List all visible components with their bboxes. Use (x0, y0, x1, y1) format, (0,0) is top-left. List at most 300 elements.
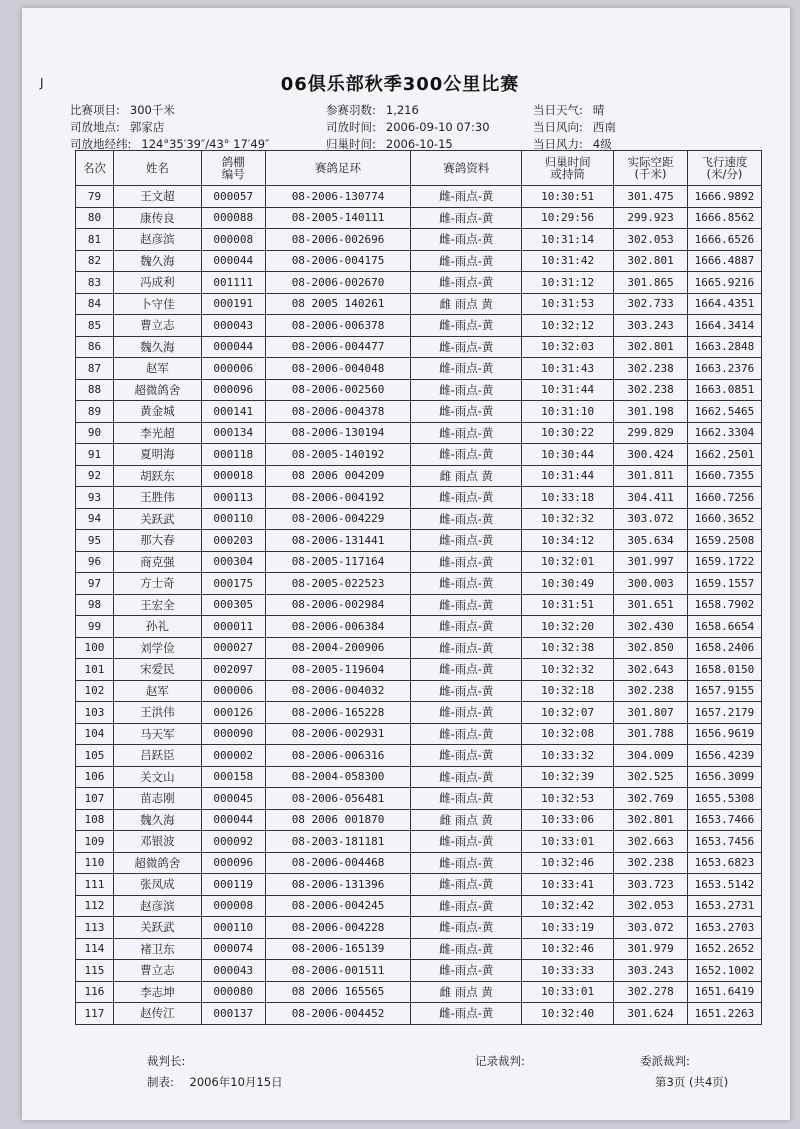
speed-cell: 1664.4351 (687, 293, 761, 315)
return-time-cell: 10:30:22 (522, 422, 614, 444)
ring-cell: 08-2004-200906 (265, 637, 411, 659)
table-row (76, 508, 762, 530)
table-row (76, 723, 762, 745)
rank-cell: 99 (76, 616, 114, 638)
distance-cell: 301.788 (614, 723, 688, 745)
loft-no-cell: 000008 (201, 895, 265, 917)
rank-cell: 83 (76, 272, 114, 294)
speed-cell: 1656.4239 (687, 745, 761, 767)
name-cell: 赵彦滨 (113, 895, 201, 917)
release-place-row (70, 119, 164, 135)
coords-label: 司放地经纬: (70, 137, 132, 151)
rank-cell: 101 (76, 659, 114, 681)
distance-cell: 302.238 (614, 852, 688, 874)
distance-cell: 304.009 (614, 745, 688, 767)
entries-row (326, 102, 419, 118)
rank-cell: 94 (76, 508, 114, 530)
loft-no-cell: 000043 (201, 960, 265, 982)
return-time-cell: 10:33:32 (522, 745, 614, 767)
ring-cell: 08-2006-004228 (265, 917, 411, 939)
distance-cell: 303.243 (614, 960, 688, 982)
distance-cell: 302.663 (614, 831, 688, 853)
ring-cell: 08-2006-006316 (265, 745, 411, 767)
pigeon-info-cell: 雌-雨点-黄 (411, 573, 522, 595)
weather-label: 当日天气: (533, 103, 583, 117)
name-cell: 胡跃东 (113, 465, 201, 487)
name-cell: 刘学俭 (113, 637, 201, 659)
return-time-cell: 10:33:41 (522, 874, 614, 896)
speed-cell: 1652.1002 (687, 960, 761, 982)
rank-cell: 80 (76, 207, 114, 229)
distance-cell: 301.979 (614, 938, 688, 960)
pigeon-info-cell: 雌 雨点 黄 (411, 293, 522, 315)
name-cell: 魏久海 (113, 250, 201, 272)
pigeon-info-cell: 雌-雨点-黄 (411, 616, 522, 638)
name-cell: 关文山 (113, 766, 201, 788)
loft-no-cell: 000119 (201, 874, 265, 896)
rank-cell: 79 (76, 186, 114, 208)
pigeon-info-cell: 雌-雨点-黄 (411, 723, 522, 745)
name-cell: 关跃武 (113, 917, 201, 939)
rank-cell: 106 (76, 766, 114, 788)
speed-cell: 1653.7456 (687, 831, 761, 853)
return-time-cell: 10:32:07 (522, 702, 614, 724)
pigeon-info-cell: 雌-雨点-黄 (411, 250, 522, 272)
pigeon-info-cell: 雌-雨点-黄 (411, 358, 522, 380)
weather-value: 晴 (592, 103, 605, 117)
name-cell: 王文超 (113, 186, 201, 208)
ring-cell: 08-2006-004378 (265, 401, 411, 423)
distance-cell: 302.053 (614, 895, 688, 917)
speed-cell: 1651.2263 (687, 1003, 761, 1025)
return-time-cell: 10:32:20 (522, 616, 614, 638)
distance-cell: 303.243 (614, 315, 688, 337)
name-cell: 王宏全 (113, 594, 201, 616)
pigeon-info-cell: 雌-雨点-黄 (411, 229, 522, 251)
pigeon-info-cell: 雌-雨点-黄 (411, 379, 522, 401)
return-time-cell: 10:32:18 (522, 680, 614, 702)
distance-cell: 302.278 (614, 981, 688, 1003)
rank-cell: 93 (76, 487, 114, 509)
ring-cell: 08-2006-004477 (265, 336, 411, 358)
header-rank: 名次 (76, 151, 114, 186)
loft-no-cell: 000018 (201, 465, 265, 487)
return-time-cell: 10:32:38 (522, 637, 614, 659)
loft-no-cell: 000090 (201, 723, 265, 745)
ring-cell: 08-2006-056481 (265, 788, 411, 810)
pigeon-info-cell: 雌-雨点-黄 (411, 680, 522, 702)
distance-cell: 303.072 (614, 508, 688, 530)
rank-cell: 104 (76, 723, 114, 745)
name-cell: 李光超 (113, 422, 201, 444)
pigeon-info-cell: 雌-雨点-黄 (411, 1003, 522, 1025)
pigeon-info-cell: 雌-雨点-黄 (411, 422, 522, 444)
name-cell: 褚卫东 (113, 938, 201, 960)
speed-cell: 1658.7902 (687, 594, 761, 616)
table-row (76, 422, 762, 444)
pigeon-info-cell: 雌 雨点 黄 (411, 809, 522, 831)
pigeon-info-cell: 雌-雨点-黄 (411, 766, 522, 788)
loft-no-cell: 000043 (201, 315, 265, 337)
return-time-cell: 10:33:18 (522, 487, 614, 509)
race-item-value: 300千米 (129, 103, 175, 117)
name-cell: 超微鸽舍 (113, 852, 201, 874)
table-row (76, 659, 762, 681)
table-row (76, 379, 762, 401)
loft-no-cell: 000011 (201, 616, 265, 638)
pigeon-info-cell: 雌-雨点-黄 (411, 551, 522, 573)
return-time-cell: 10:31:43 (522, 358, 614, 380)
ring-cell: 08-2006-165228 (265, 702, 411, 724)
speed-cell: 1659.1722 (687, 551, 761, 573)
ring-cell: 08-2006-004048 (265, 358, 411, 380)
return-time-cell: 10:31:53 (522, 293, 614, 315)
distance-cell: 302.053 (614, 229, 688, 251)
wind-dir-row (533, 119, 616, 135)
speed-cell: 1666.4887 (687, 250, 761, 272)
release-time-row (326, 119, 490, 135)
rank-cell: 117 (76, 1003, 114, 1025)
loft-no-cell: 000008 (201, 229, 265, 251)
name-cell: 邓银波 (113, 831, 201, 853)
speed-cell: 1658.6654 (687, 616, 761, 638)
rank-cell: 107 (76, 788, 114, 810)
release-place-label: 司放地点: (70, 120, 120, 134)
name-cell: 马天军 (113, 723, 201, 745)
loft-no-cell: 000044 (201, 250, 265, 272)
table-row (76, 186, 762, 208)
table-row (76, 336, 762, 358)
return-time-label: 归巢时间: (326, 137, 376, 151)
loft-no-cell: 000057 (201, 186, 265, 208)
loft-no-cell: 002097 (201, 659, 265, 681)
rank-cell: 96 (76, 551, 114, 573)
rank-cell: 95 (76, 530, 114, 552)
distance-cell: 304.411 (614, 487, 688, 509)
ring-cell: 08-2006-001511 (265, 960, 411, 982)
distance-cell: 302.801 (614, 250, 688, 272)
speed-cell: 1653.6823 (687, 852, 761, 874)
distance-cell: 302.525 (614, 766, 688, 788)
speed-cell: 1663.2376 (687, 358, 761, 380)
pigeon-info-cell: 雌-雨点-黄 (411, 336, 522, 358)
ring-cell: 08-2006-004468 (265, 852, 411, 874)
table-row (76, 573, 762, 595)
table-row (76, 530, 762, 552)
table-row (76, 250, 762, 272)
return-time-cell: 10:31:44 (522, 465, 614, 487)
ring-cell: 08-2006-004229 (265, 508, 411, 530)
ring-cell: 08-2006-004175 (265, 250, 411, 272)
ring-cell: 08-2005-117164 (265, 551, 411, 573)
return-time-cell: 10:32:03 (522, 336, 614, 358)
table-row (76, 229, 762, 251)
ring-cell: 08-2005-140111 (265, 207, 411, 229)
rank-cell: 108 (76, 809, 114, 831)
pigeon-info-cell: 雌-雨点-黄 (411, 659, 522, 681)
rank-cell: 110 (76, 852, 114, 874)
table-row (76, 207, 762, 229)
name-cell: 赵军 (113, 358, 201, 380)
return-time-cell: 10:30:44 (522, 444, 614, 466)
ring-cell: 08-2005-119604 (265, 659, 411, 681)
return-time-cell: 10:32:08 (522, 723, 614, 745)
header-ring: 赛鸽足环 (265, 151, 411, 186)
return-time-cell: 10:32:53 (522, 788, 614, 810)
results-table (75, 150, 762, 1025)
speed-cell: 1664.3414 (687, 315, 761, 337)
table-row (76, 465, 762, 487)
header-speed: 飞行速度 (米/分) (687, 151, 761, 186)
table-row (76, 680, 762, 702)
name-cell: 孙礼 (113, 616, 201, 638)
rank-cell: 98 (76, 594, 114, 616)
rank-cell: 103 (76, 702, 114, 724)
name-cell: 夏明海 (113, 444, 201, 466)
ring-cell: 08-2006-130774 (265, 186, 411, 208)
rank-cell: 81 (76, 229, 114, 251)
loft-no-cell: 000305 (201, 594, 265, 616)
rank-cell: 102 (76, 680, 114, 702)
header-return-time: 归巢时间 或持筒 (522, 151, 614, 186)
coords-value: 124°35′39″/43° 17′49″ (141, 137, 270, 151)
ring-cell: 08-2006-130194 (265, 422, 411, 444)
loft-no-cell: 000006 (201, 680, 265, 702)
loft-no-cell: 000044 (201, 809, 265, 831)
pigeon-info-cell: 雌-雨点-黄 (411, 938, 522, 960)
pigeon-info-cell: 雌-雨点-黄 (411, 594, 522, 616)
distance-cell: 302.238 (614, 358, 688, 380)
pigeon-info-cell: 雌-雨点-黄 (411, 874, 522, 896)
rank-cell: 113 (76, 917, 114, 939)
return-time-cell: 10:31:10 (522, 401, 614, 423)
return-time-cell: 10:32:12 (522, 315, 614, 337)
loft-no-cell: 000158 (201, 766, 265, 788)
loft-no-cell: 000074 (201, 938, 265, 960)
pigeon-info-cell: 雌-雨点-黄 (411, 401, 522, 423)
pigeon-info-cell: 雌-雨点-黄 (411, 272, 522, 294)
pigeon-info-cell: 雌-雨点-黄 (411, 207, 522, 229)
loft-no-cell: 000110 (201, 917, 265, 939)
ring-cell: 08-2006-002670 (265, 272, 411, 294)
ring-cell: 08 2006 165565 (265, 981, 411, 1003)
race-item-row (70, 102, 175, 118)
page-number: 第3页 (共4页) (655, 1075, 729, 1089)
distance-cell: 301.997 (614, 551, 688, 573)
recorder-label: 记录裁判: (475, 1054, 525, 1068)
pigeon-info-cell: 雌-雨点-黄 (411, 508, 522, 530)
pigeon-info-cell: 雌-雨点-黄 (411, 788, 522, 810)
loft-no-cell: 000304 (201, 551, 265, 573)
loft-no-cell: 000002 (201, 745, 265, 767)
header-distance: 实际空距 (千米) (614, 151, 688, 186)
loft-no-cell: 000175 (201, 573, 265, 595)
weather-row (533, 102, 604, 118)
release-time-value: 2006-09-10 07:30 (385, 120, 490, 134)
speed-cell: 1653.2703 (687, 917, 761, 939)
speed-cell: 1666.8562 (687, 207, 761, 229)
release-place-value: 郭家店 (129, 120, 165, 134)
table-row (76, 637, 762, 659)
loft-no-cell: 000092 (201, 831, 265, 853)
loft-no-cell: 000134 (201, 422, 265, 444)
ring-cell: 08-2006-131441 (265, 530, 411, 552)
distance-cell: 301.807 (614, 702, 688, 724)
header-loft-no: 鸽棚 编号 (201, 151, 265, 186)
ring-cell: 08-2006-006384 (265, 616, 411, 638)
table-row (76, 766, 762, 788)
name-cell: 张凤成 (113, 874, 201, 896)
distance-cell: 300.424 (614, 444, 688, 466)
pigeon-info-cell: 雌-雨点-黄 (411, 917, 522, 939)
loft-no-cell: 000137 (201, 1003, 265, 1025)
return-time-cell: 10:32:42 (522, 895, 614, 917)
pigeon-info-cell: 雌-雨点-黄 (411, 895, 522, 917)
release-time-label: 司放时间: (326, 120, 376, 134)
name-cell: 吕跃臣 (113, 745, 201, 767)
speed-cell: 1665.9216 (687, 272, 761, 294)
name-cell: 康传良 (113, 207, 201, 229)
ring-cell: 08-2006-131396 (265, 874, 411, 896)
return-time-cell: 10:32:01 (522, 551, 614, 573)
page-title: 06俱乐部秋季300公里比赛 (280, 74, 520, 95)
loft-no-cell: 000141 (201, 401, 265, 423)
speed-cell: 1657.2179 (687, 702, 761, 724)
return-time-cell: 10:32:32 (522, 508, 614, 530)
ring-cell: 08-2006-002931 (265, 723, 411, 745)
ring-cell: 08-2006-165139 (265, 938, 411, 960)
name-cell: 宋爱民 (113, 659, 201, 681)
ring-cell: 08-2006-004192 (265, 487, 411, 509)
loft-no-cell: 000203 (201, 530, 265, 552)
distance-cell: 302.801 (614, 336, 688, 358)
speed-cell: 1653.7466 (687, 809, 761, 831)
pigeon-info-cell: 雌 雨点 黄 (411, 465, 522, 487)
ring-cell: 08-2006-002696 (265, 229, 411, 251)
name-cell: 那大春 (113, 530, 201, 552)
rank-cell: 105 (76, 745, 114, 767)
wind-dir-label: 当日风向: (533, 120, 583, 134)
table-row (76, 551, 762, 573)
table-row (76, 981, 762, 1003)
ring-cell: 08-2006-004452 (265, 1003, 411, 1025)
rank-cell: 112 (76, 895, 114, 917)
return-time-cell: 10:33:33 (522, 960, 614, 982)
ring-cell: 08-2005-140192 (265, 444, 411, 466)
distance-cell: 302.801 (614, 809, 688, 831)
distance-cell: 302.238 (614, 680, 688, 702)
rank-cell: 84 (76, 293, 114, 315)
ring-cell: 08-2004-058300 (265, 766, 411, 788)
table-row (76, 444, 762, 466)
name-cell: 王胜伟 (113, 487, 201, 509)
loft-no-cell: 000126 (201, 702, 265, 724)
speed-cell: 1658.0150 (687, 659, 761, 681)
speed-cell: 1666.9892 (687, 186, 761, 208)
distance-cell: 302.850 (614, 637, 688, 659)
table-row (76, 401, 762, 423)
ring-cell: 08-2005-022523 (265, 573, 411, 595)
table-row (76, 831, 762, 853)
rank-cell: 88 (76, 379, 114, 401)
loft-no-cell: 000113 (201, 487, 265, 509)
speed-cell: 1660.7355 (687, 465, 761, 487)
distance-cell: 299.923 (614, 207, 688, 229)
return-time-cell: 10:30:51 (522, 186, 614, 208)
ring-cell: 08-2006-004032 (265, 680, 411, 702)
distance-cell: 301.651 (614, 594, 688, 616)
speed-cell: 1659.1557 (687, 573, 761, 595)
loft-no-cell: 000191 (201, 293, 265, 315)
pigeon-info-cell: 雌-雨点-黄 (411, 444, 522, 466)
distance-cell: 302.643 (614, 659, 688, 681)
speed-cell: 1657.9155 (687, 680, 761, 702)
name-cell: 魏久海 (113, 809, 201, 831)
loft-no-cell: 000080 (201, 981, 265, 1003)
name-cell: 王洪伟 (113, 702, 201, 724)
race-item-label: 比赛项目: (70, 103, 120, 117)
return-time-cell: 10:33:01 (522, 831, 614, 853)
loft-no-cell: 000027 (201, 637, 265, 659)
wind-force-label: 当日风力: (533, 137, 583, 151)
table-row (76, 874, 762, 896)
return-time-cell: 10:29:56 (522, 207, 614, 229)
rank-cell: 115 (76, 960, 114, 982)
pigeon-info-cell: 雌-雨点-黄 (411, 315, 522, 337)
loft-no-cell: 000006 (201, 358, 265, 380)
ring-cell: 08-2006-004245 (265, 895, 411, 917)
distance-cell: 301.198 (614, 401, 688, 423)
speed-cell: 1656.3099 (687, 766, 761, 788)
return-time-value: 2006-10-15 (385, 137, 453, 151)
name-cell: 李志坤 (113, 981, 201, 1003)
pigeon-info-cell: 雌-雨点-黄 (411, 745, 522, 767)
return-time-cell: 10:33:01 (522, 981, 614, 1003)
rank-cell: 111 (76, 874, 114, 896)
return-time-cell: 10:32:32 (522, 659, 614, 681)
distance-cell: 301.811 (614, 465, 688, 487)
pigeon-info-cell: 雌-雨点-黄 (411, 637, 522, 659)
table-body (76, 186, 762, 1025)
speed-cell: 1651.6419 (687, 981, 761, 1003)
name-cell: 超微鸽舍 (113, 379, 201, 401)
name-cell: 卜守佳 (113, 293, 201, 315)
rank-cell: 114 (76, 938, 114, 960)
rank-cell: 89 (76, 401, 114, 423)
loft-no-cell: 001111 (201, 272, 265, 294)
made-date: 2006年10月15日 (189, 1075, 283, 1089)
name-cell: 曹立志 (113, 960, 201, 982)
table-row (76, 938, 762, 960)
wind-force-value: 4级 (592, 137, 612, 151)
speed-cell: 1659.2508 (687, 530, 761, 552)
distance-cell: 301.475 (614, 186, 688, 208)
return-time-cell: 10:31:14 (522, 229, 614, 251)
rank-cell: 86 (76, 336, 114, 358)
loft-no-cell: 000096 (201, 379, 265, 401)
return-time-cell: 10:32:46 (522, 938, 614, 960)
name-cell: 方士奇 (113, 573, 201, 595)
speed-cell: 1666.6526 (687, 229, 761, 251)
speed-cell: 1653.5142 (687, 874, 761, 896)
referee-label: 裁判长: (147, 1054, 186, 1068)
distance-cell: 299.829 (614, 422, 688, 444)
name-cell: 商克强 (113, 551, 201, 573)
name-cell: 赵传江 (113, 1003, 201, 1025)
name-cell: 苗志刚 (113, 788, 201, 810)
return-time-cell: 10:34:12 (522, 530, 614, 552)
table-row (76, 358, 762, 380)
